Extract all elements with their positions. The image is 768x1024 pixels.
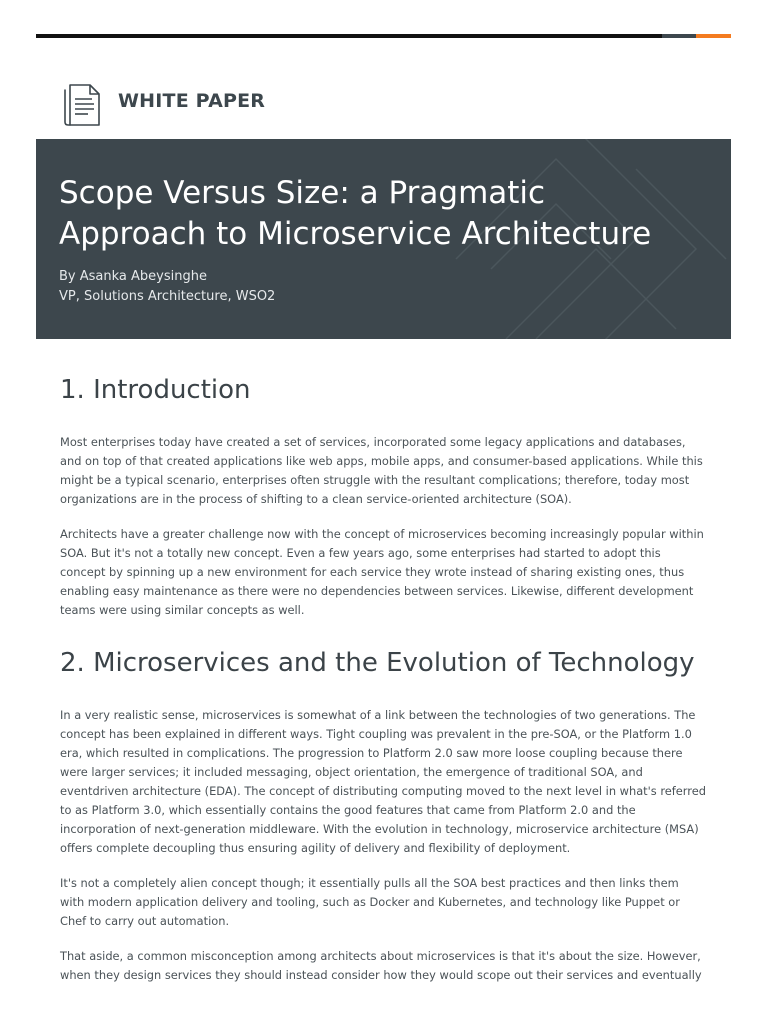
document-title: Scope Versus Size: a Pragmatic Approach to Microservice Architecture — [59, 175, 652, 252]
white-paper-label: WHITE PAPER — [118, 90, 266, 112]
title-banner — [36, 139, 731, 339]
section-heading-microservices: 2. Microservices and the Evolution of Technology — [60, 648, 695, 678]
author-role: VP, Solutions Architecture, WSO2 — [59, 289, 276, 304]
section-heading-introduction: 1. Introduction — [60, 375, 251, 405]
document-body — [60, 371, 706, 985]
document-icon — [62, 82, 102, 128]
paragraph: That aside, a common misconception among architects about microservices is that it's about the size. However, when they design services they should instead consider how they would scope out their services and eventually — [60, 949, 702, 982]
author-name: By Asanka Abeysinghe — [59, 269, 207, 284]
paragraph: In a very realistic sense, microservices is somewhat of a link between the technologies of two generations. The concept has been explained in different ways. Tight coupling was prevalent in the pre-SOA, or the Platform 1.0 era, which resulted in complications. The progression to Platform 2.0 saw more loose coupling because there were larger services; it included messaging, object orientation, the emergence of traditional SOA, and eventdriven architecture (EDA). The concept of distributing computing moved to the next level in what's referred to as Platform 3.0, which essentially contains the good features that came from Platform 2.0 and the incorporation of next-generation middleware. With the evolution in technology, microservice architecture (MSA) offers complete decoupling thus ensuring agility of delivery and flexibility of deployment. — [60, 708, 706, 855]
top-rule — [36, 34, 662, 38]
paragraph: Architects have a greater challenge now with the concept of microservices becoming increasingly popular within SOA. But it's not a totally new concept. Even a few years ago, some enterprises had started to adopt this concept by spinning up a new environment for each service they wrote instead of sharing existing ones, thus enabling easy maintenance as there were no dependencies between services. Likewise, different development teams were using similar concepts as well. — [60, 527, 704, 617]
paragraph: Most enterprises today have created a set of services, incorporated some legacy applications and databases, and on top of that created applications like web apps, mobile apps, and consumer-based applications. While this might be a typical scenario, enterprises often struggle with the resultant complications; therefore, today most organizations are in the process of shifting to a clean service-oriented architecture (SOA). — [60, 435, 703, 506]
paragraph: It's not a completely alien concept though; it essentially pulls all the SOA best practices and then links them with modern application delivery and tooling, such as Docker and Kubernetes, and technology like Puppet or Chef to carry out automation. — [60, 876, 680, 928]
top-rule-accent-segment — [696, 34, 731, 38]
top-rule-dark-segment — [662, 34, 696, 38]
